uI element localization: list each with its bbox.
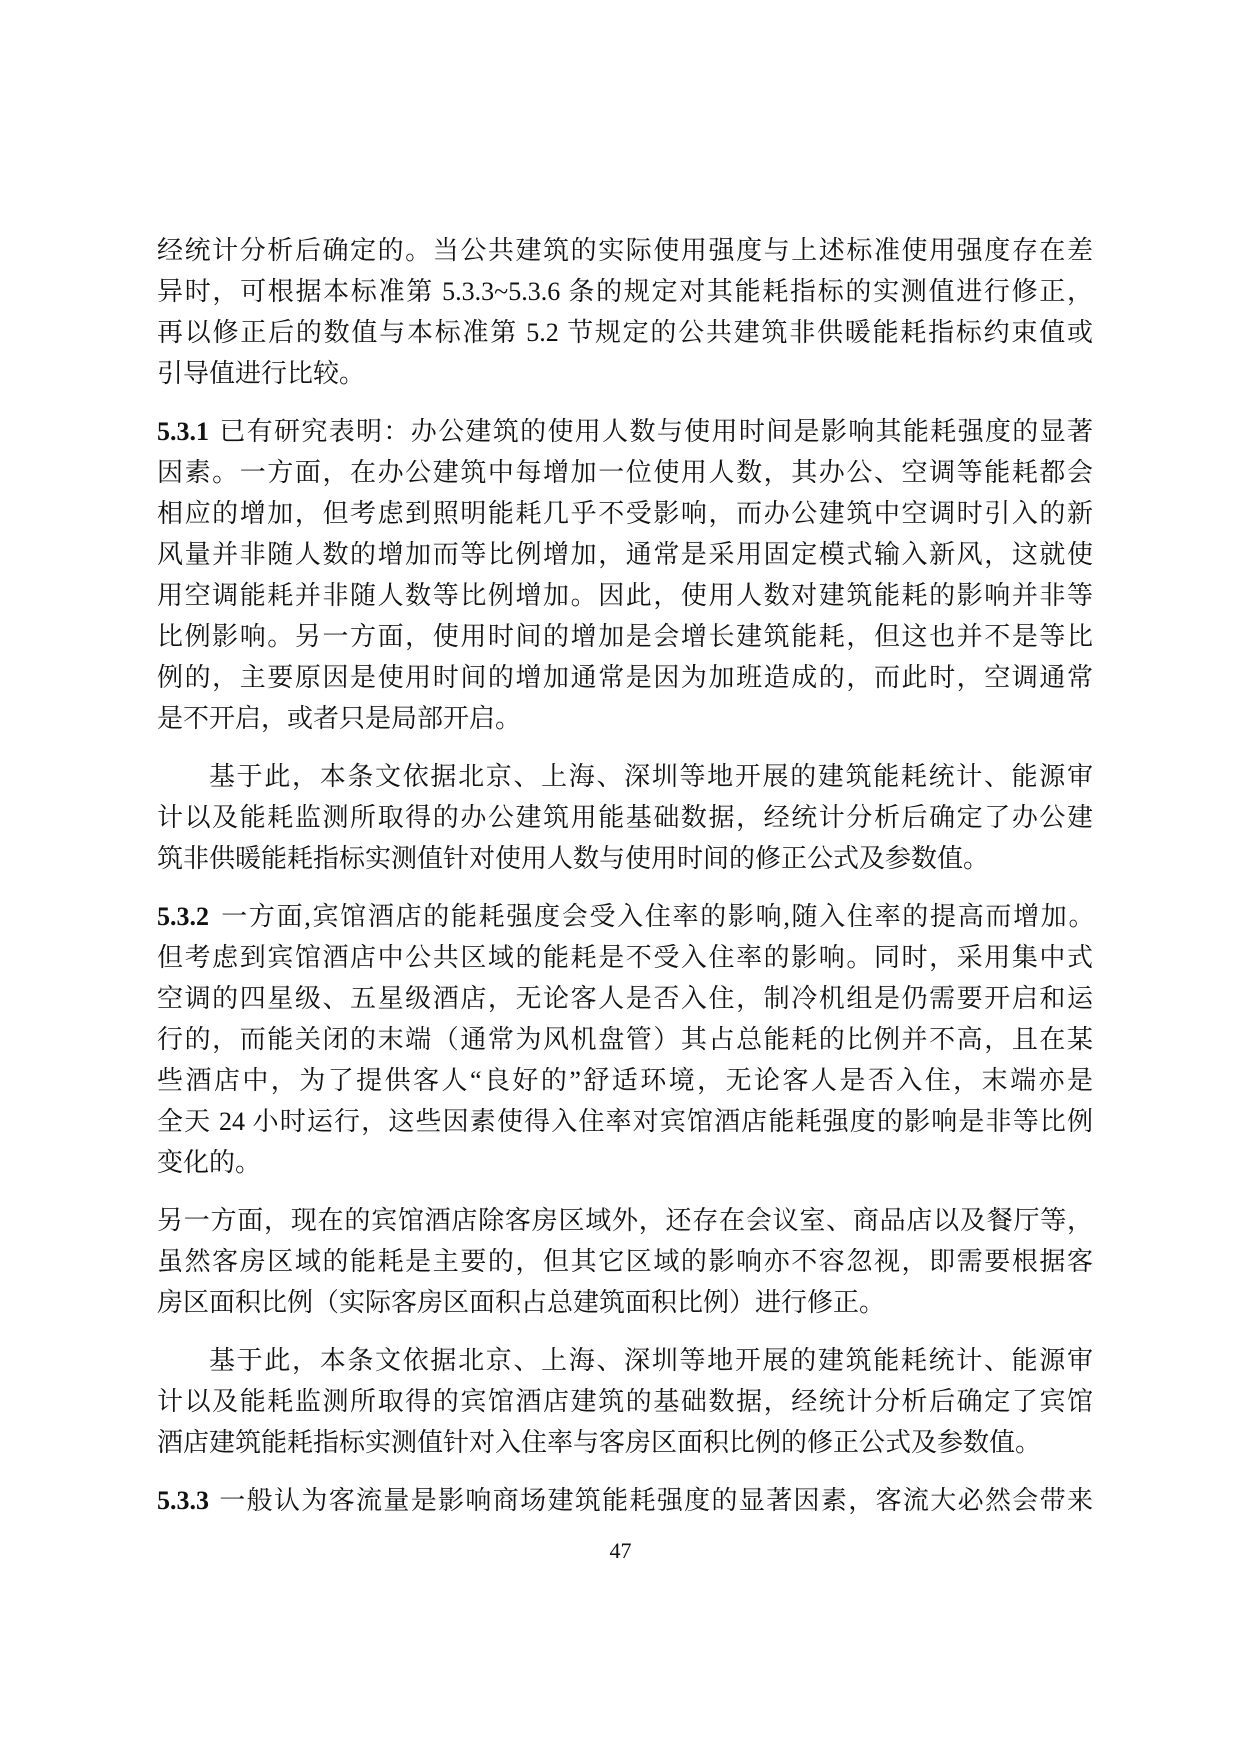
text-line: 些酒店中，为了提供客人“良好的”舒适环境，无论客人是否入住，末端亦是: [157, 1066, 1093, 1095]
text-line: [157, 896, 1093, 937]
text-line: 但考虑到宾馆酒店中公共区域的能耗是不受入住率的影响。同时，采用集中式: [157, 943, 1093, 972]
text-line: 虽然客房区域的能耗是主要的，但其它区域的影响亦不容忽视，即需要根据客: [157, 1247, 1093, 1276]
text-line: 计以及能耗监测所取得的宾馆酒店建筑的基础数据，经统计分析后确定了宾馆: [157, 1387, 1093, 1416]
clause-text: 已有研究表明：办公建筑的使用人数与使用时间是影响其能耗强度的显著: [218, 417, 1093, 446]
clause-text: 一方面,宾馆酒店的能耗强度会受入住率的影响,随入住率的提高而增加。: [218, 902, 1093, 931]
text-line: 再以修正后的数值与本标准第 5.2 节规定的公共建筑非供暖能耗指标约束值或: [157, 318, 1093, 347]
text-line: 相应的增加，但考虑到照明能耗几乎不受影响，而办公建筑中空调时引入的新: [157, 499, 1093, 528]
text-line: 用空调能耗并非随人数等比例增加。因此，使用人数对建筑能耗的影响并非等: [157, 581, 1093, 610]
text-line: 另一方面，现在的宾馆酒店除客房区域外，还存在会议室、商品店以及餐厅等，: [157, 1206, 1093, 1235]
text-line: 例的，主要原因是使用时间的增加通常是因为加班造成的，而此时，空调通常: [157, 663, 1093, 692]
paragraph-basis-hotel: [157, 1340, 1093, 1463]
clause-number-533: 5.3.3: [157, 1486, 209, 1515]
clause-number-532: 5.3.2: [157, 902, 209, 931]
paragraph-clause-532: [157, 896, 1093, 1183]
paragraph-hotel-other-areas: [157, 1200, 1093, 1323]
paragraph-intro-continuation: [157, 230, 1093, 394]
clause-number-531: 5.3.1: [157, 417, 209, 446]
paragraph-clause-531: [157, 411, 1093, 739]
text-line: 引导值进行比较。: [157, 359, 366, 388]
text-line: 是不开启，或者只是局部开启。: [157, 704, 522, 733]
text-line: 基于此，本条文依据北京、上海、深圳等地开展的建筑能耗统计、能源审: [209, 1346, 1093, 1375]
text-line: [157, 411, 1093, 452]
text-line: [157, 1480, 1093, 1521]
clause-text: 一般认为客流量是影响商场建筑能耗强度的显著因素，客流大必然会带来: [218, 1486, 1093, 1515]
text-line: 空调的四星级、五星级酒店，无论客人是否入住，制冷机组是仍需要开启和运: [157, 984, 1093, 1013]
paragraph-basis-office: [157, 756, 1093, 879]
text-line: 房区面积比例（实际客房区面积占总建筑面积比例）进行修正。: [157, 1288, 886, 1317]
text-line: 行的，而能关闭的末端（通常为风机盘管）其占总能耗的比例并不高，且在某: [157, 1025, 1093, 1054]
text-line: 经统计分析后确定的。当公共建筑的实际使用强度与上述标准使用强度存在差: [157, 236, 1093, 265]
text-line: 异时，可根据本标准第 5.3.3~5.3.6 条的规定对其能耗指标的实测值进行修正，: [157, 277, 1093, 306]
text-line: 基于此，本条文依据北京、上海、深圳等地开展的建筑能耗统计、能源审: [209, 762, 1093, 791]
text-line: 酒店建筑能耗指标实测值针对入住率与客房区面积比例的修正公式及参数值。: [157, 1428, 1042, 1457]
page-number: 47: [609, 1538, 632, 1563]
text-line: 风量并非随人数的增加而等比例增加，通常是采用固定模式输入新风，这就使: [157, 540, 1093, 569]
text-line: 比例影响。另一方面，使用时间的增加是会增长建筑能耗，但这也并不是等比: [157, 622, 1093, 651]
page-body: [157, 230, 1093, 1521]
text-line: 筑非供暖能耗指标实测值针对使用人数与使用时间的修正公式及参数值。: [157, 844, 990, 873]
text-line: 变化的。: [157, 1148, 262, 1177]
text-line: 计以及能耗监测所取得的办公建筑用能基础数据，经统计分析后确定了办公建: [157, 803, 1093, 832]
paragraph-clause-533: [157, 1480, 1093, 1521]
text-line: 因素。一方面，在办公建筑中每增加一位使用人数，其办公、空调等能耗都会: [157, 458, 1093, 487]
text-line: 全天 24 小时运行，这些因素使得入住率对宾馆酒店能耗强度的影响是非等比例: [157, 1107, 1093, 1136]
